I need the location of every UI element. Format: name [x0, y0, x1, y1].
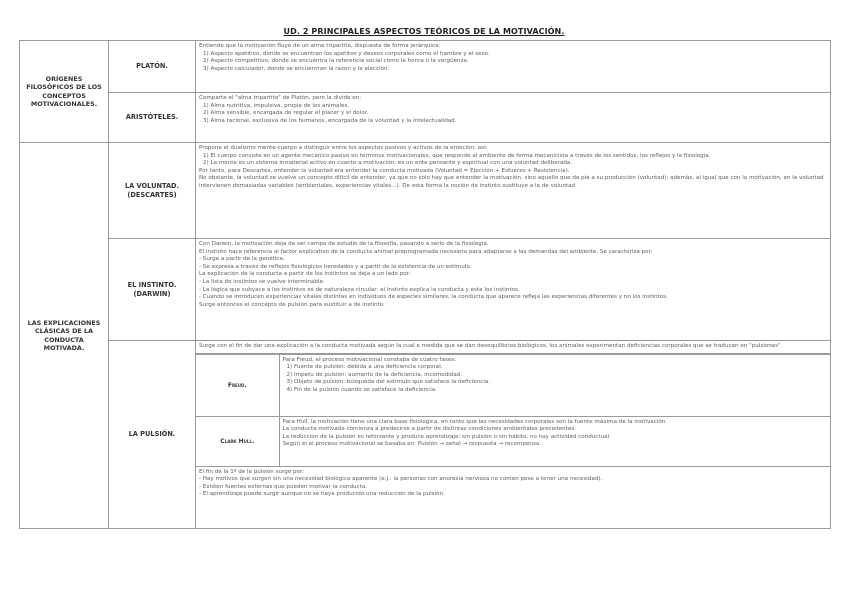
category-explicaciones — [20, 143, 109, 529]
text-line: 1) Alma nutritiva, impulsiva, propia de los animales. — [203, 102, 350, 109]
subcategory-voluntad — [109, 143, 196, 239]
text-line: - Hay motivos que surgen sin una necesidad biológica aparente (e.j.: la personas con anorexia nerviosa no comen pese a tener una necesidad). — [199, 476, 603, 483]
text-line: Para Hull, la motivación tiene una clara base fisiológica, en tanto que las necesidades corporales son la fuente máxima de la motivación. — [282, 418, 668, 425]
text-line: Por tanto, para Descartes, entender la voluntad era entender la conducta motivada (Voluntad = Ejección + Esfuerzo + Resistencia). — [199, 167, 570, 174]
text-line: Para Freud, el proceso motivacional constaba de cuatro fases: — [282, 356, 457, 363]
text-line: - Surge a partir de la genética. — [199, 256, 285, 263]
subcategory-voluntad-label: LA VOLUNTAD. (DESCARTES) — [124, 182, 180, 199]
text-line: 3) Aspecto calculador, donde se encuentran la razón y la elección. — [203, 65, 390, 72]
text-line: - Existen fuentes externas que pueden motivar la conducta. — [199, 483, 368, 490]
text-line: 3) Alma racional, exclusiva de los humanos, encargada de la voluntad y la intelectualidad. — [203, 117, 457, 124]
text-line: 3) Objeto de pulsión: búsqueda del estímulo que satisface la deficiencia. — [286, 379, 491, 386]
author-hull — [196, 416, 279, 466]
text-line: 1) Fuente de pulsión: debida a una deficiencia corporal. — [286, 364, 443, 371]
pulsion-intro — [196, 341, 830, 354]
subcategory-aristoteles — [109, 93, 196, 143]
summary-table — [19, 40, 831, 529]
subcategory-instinto — [109, 239, 196, 341]
text-line: 2) Aspecto competitivo, donde se encuentra la referencia social como la honra o la vergüenza. — [203, 58, 469, 65]
text-line: Entiende que la motivación fluye de un alma tripartita, dispuesta de forma jerárquica: — [199, 43, 441, 49]
category-explicaciones-label: LAS EXPLICACIONES CLÁSICAS DE LA CONDUCTA MOTIVADA. — [27, 318, 101, 352]
text-line: Surge entonces el concepto de pulsión para sustituir a de instinto. — [199, 301, 385, 308]
content-freud — [279, 354, 830, 416]
author-hull-label: Clark Hull. — [220, 437, 255, 445]
text-line: 4) Fin de la pulsión cuando se satisface la deficiencia. — [286, 386, 438, 393]
content-voluntad — [196, 143, 831, 239]
category-origenes-label: ORÍGENES FILOSÓFICOS DE LOS CONCEPTOS MOTIVACIONALES. — [26, 74, 102, 108]
row-freud — [196, 354, 830, 416]
text-line: 2) La mente es un sistema inmaterial activo en cuanto a motivación; es un ente pensante y espiritual con una voluntad deliberada. — [203, 160, 573, 167]
subcategory-platon — [109, 41, 196, 93]
subcategory-platon-label: PLATÓN. — [136, 62, 168, 71]
author-freud-label: Freud. — [227, 381, 247, 389]
row-hull — [196, 416, 830, 466]
content-platon — [196, 41, 831, 93]
content-pulsion — [196, 341, 831, 529]
text-line: Según él el proceso motivacional se basaba en: Pulsión → señal → respuesta → recompensa. — [282, 441, 542, 448]
content-hull — [279, 416, 830, 466]
text-line: Propone el dualismo mente-cuerpo a distinguir entre los aspectos pasivos y activos de la emoción; así: — [199, 145, 488, 151]
subcategory-aristoteles-label: ARISTÓTELES. — [125, 113, 179, 122]
text-line: 2) Ímpetu de pulsión: aumento de la deficiencia, incomodidad. — [286, 371, 463, 378]
text-line: - El aprendizaje puede surgir aunque no se haya producido una reducción de la pulsión. — [199, 491, 445, 498]
text-line: 1) Aspecto apetitivo, donde se encuentran los apetitos y deseos corporales como el hambre y el sexo. — [203, 50, 490, 57]
row-pulsion — [20, 341, 831, 529]
subcategory-pulsion-label: LA PULSIÓN. — [128, 430, 176, 439]
pulsion-authors-table — [196, 354, 830, 467]
text-line: 2) Alma sensible, encargada de regular el placer y el dolor. — [203, 110, 369, 117]
text-line: 1) El cuerpo consiste en un agente mecánico pasivo en términos motivacionales, que responde al ambiente de forma mecanicista a través de los sentidos, los reflejos y la fisiología. — [203, 152, 711, 159]
row-aristoteles — [20, 93, 831, 143]
text-line: Comparte el "alma tripartita" de Platón, pero la divide en: — [199, 95, 362, 101]
author-freud — [196, 354, 279, 416]
category-origenes — [20, 41, 109, 143]
text-line: - La lógica que subyace a los instintos es de naturaleza circular: el instinto explica la conducta y esta los instintos. — [199, 286, 520, 293]
text-line: - Cuando se introducen experiencias vitales distintas en individuos de especies similares, la conducta que aparece refleja las experiencias diferentes y no los instintos. — [199, 294, 668, 301]
row-instinto — [20, 239, 831, 341]
row-platon — [20, 41, 831, 93]
pulsion-end — [196, 467, 830, 501]
text-line: Con Darwin, la motivación deja de ser campo de estudio de la filosofía, pasando a serlo de la fisiología. — [199, 241, 489, 247]
text-line: Surge con el fin de dar una explicación a la conducta motivada según la cual a medida que se dan desequilibrios biológicos, los animales experimentan deficiencias corporales que se traducen en "pulsiones". — [199, 343, 783, 349]
text-line: La conducta motivada comienza a predecirse a partir de distintas condiciones ambientales precedentes. — [282, 426, 577, 433]
text-line: La explicación de la conducta a partir de los instintos se deja a un lado por: — [199, 271, 411, 278]
subcategory-instinto-label: EL INSTINTO. (DARWIN) — [127, 281, 177, 298]
text-line: El instinto hace referencia al factor explicativo de la conducta animal preprogramada necesaria para adaptarse a las demandas del ambiente. Se caracteriza por: — [199, 248, 653, 255]
content-aristoteles — [196, 93, 831, 143]
row-voluntad — [20, 143, 831, 239]
content-instinto — [196, 239, 831, 341]
text-line: No obstante, la voluntad se vuelve un concepto difícil de entender, ya que no sólo hay que entender la motivación, sino aquello que da pie a su producción (voluntad); además, al igual que con la motivación, en la voluntad intervienen demasiadas variables (ambientales, experiencias vitales...). De esta forma la noción de instinto sustituye a la de voluntad. — [199, 175, 824, 189]
text-line: - La lista de instintos se vuelve interminable. — [199, 278, 325, 285]
text-line: La reducción de la pulsión es reforzante y produce aprendizaje; sin pulsión o sin hábito, no hay actividad conductual. — [282, 433, 611, 440]
page-title: UD. 2 PRINCIPALES ASPECTOS TEÓRICOS DE LA MOTIVACIÓN. — [283, 27, 565, 36]
text-line: El fin de la 1ª de la pulsión surge por: — [199, 468, 305, 475]
subcategory-pulsion — [109, 341, 196, 529]
text-line: - Se expresa a través de reflejos fisiológicos heredados y a partir de la existencia de un estímulo. — [199, 263, 472, 270]
